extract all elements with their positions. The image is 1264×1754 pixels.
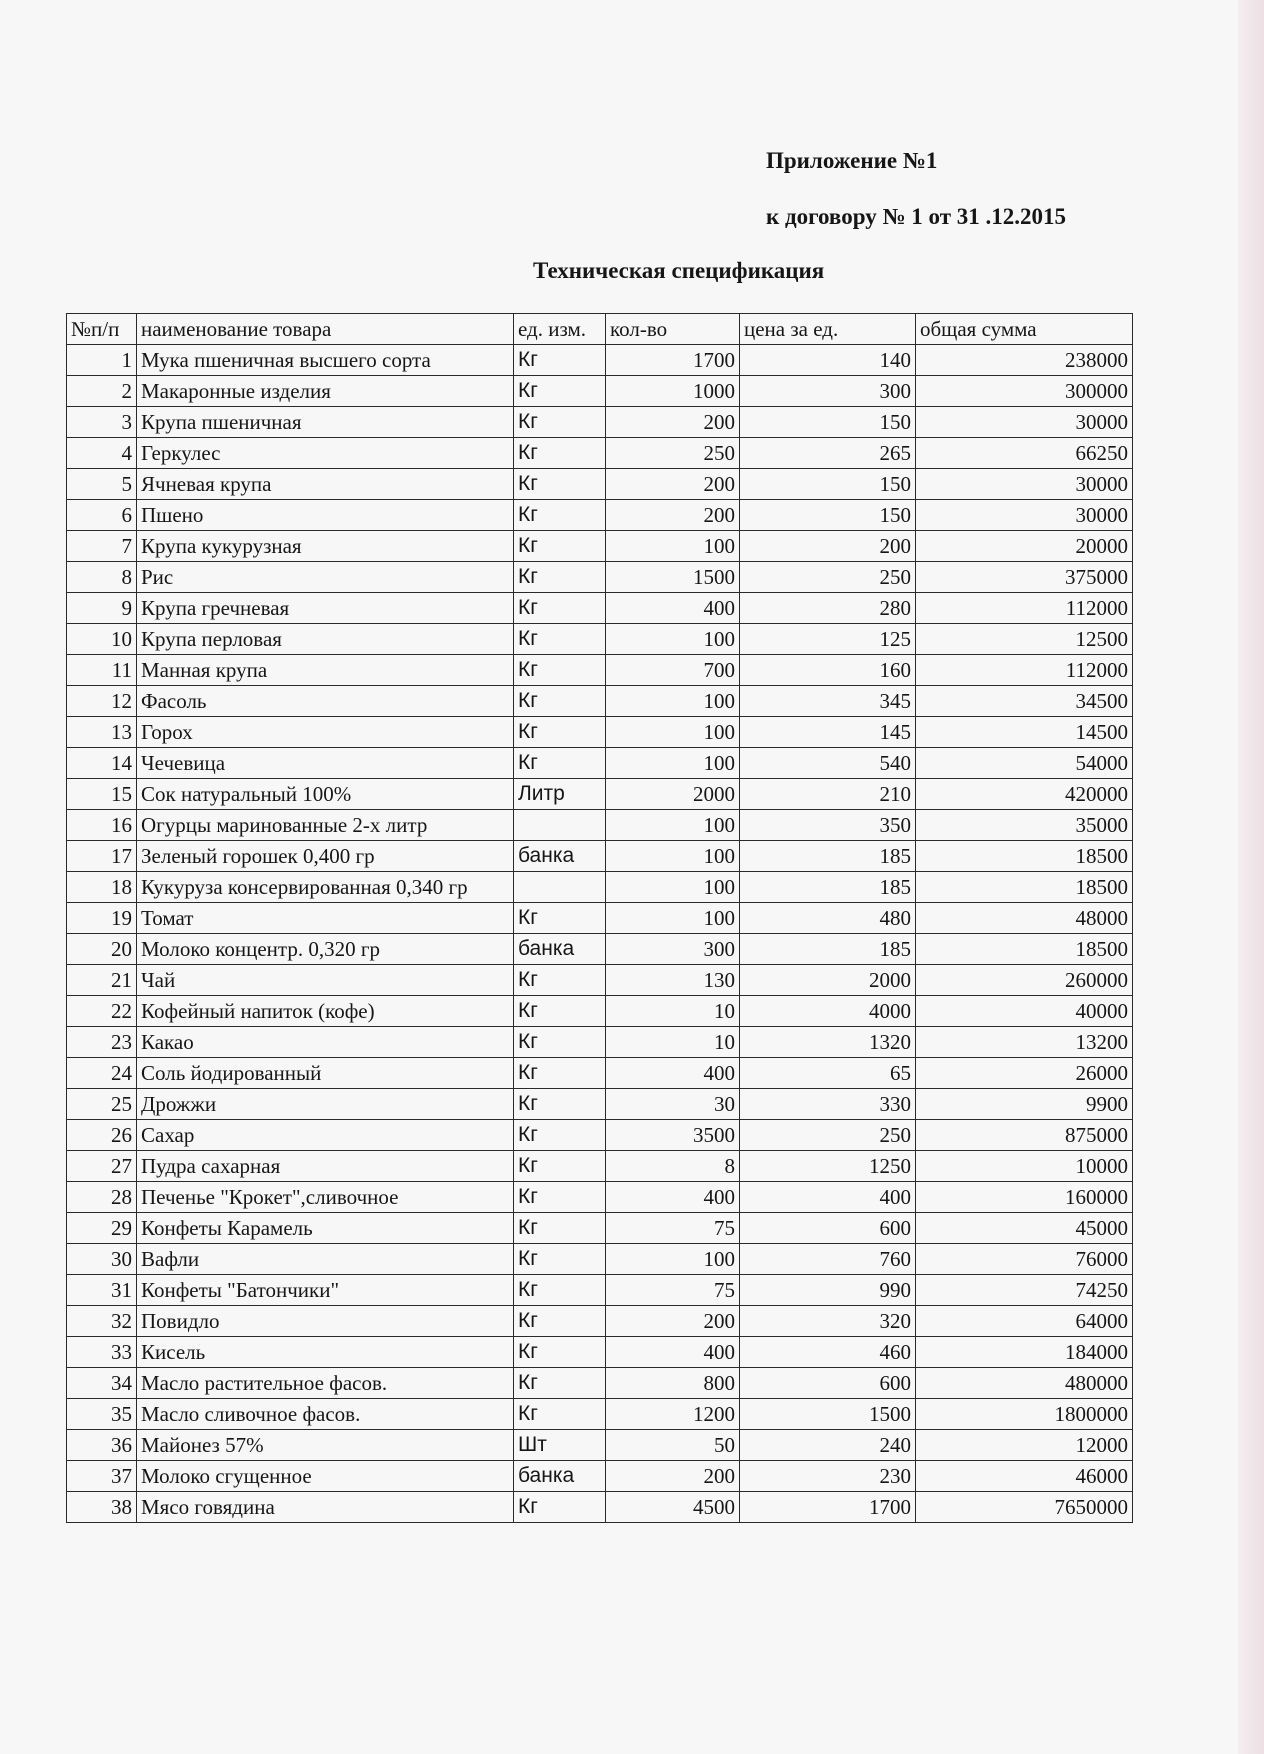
- row-number: 35: [67, 1399, 137, 1430]
- table-row: [67, 1461, 1133, 1492]
- row-number: 32: [67, 1306, 137, 1337]
- unit: Кг: [514, 748, 606, 779]
- unit: Кг: [514, 531, 606, 562]
- row-number: 3: [67, 407, 137, 438]
- row-number: 37: [67, 1461, 137, 1492]
- row-number: 31: [67, 1275, 137, 1306]
- product-name: Масло сливочное фасов.: [137, 1399, 514, 1430]
- total-amount: 300000: [916, 376, 1133, 407]
- quantity: 100: [606, 748, 740, 779]
- row-number: 13: [67, 717, 137, 748]
- table-row: [67, 1182, 1133, 1213]
- row-number: 2: [67, 376, 137, 407]
- quantity: 100: [606, 841, 740, 872]
- unit: Кг: [514, 376, 606, 407]
- row-number: 38: [67, 1492, 137, 1523]
- unit: Кг: [514, 1213, 606, 1244]
- header-quantity: кол-во: [606, 314, 740, 345]
- unit: Кг: [514, 1151, 606, 1182]
- table-row: [67, 1337, 1133, 1368]
- table-row: [67, 810, 1133, 841]
- product-name: Мука пшеничная высшего сорта: [137, 345, 514, 376]
- quantity: 75: [606, 1275, 740, 1306]
- unit-price: 265: [740, 438, 916, 469]
- row-number: 19: [67, 903, 137, 934]
- unit-price: 185: [740, 934, 916, 965]
- quantity: 130: [606, 965, 740, 996]
- total-amount: 13200: [916, 1027, 1133, 1058]
- unit-price: 140: [740, 345, 916, 376]
- row-number: 8: [67, 562, 137, 593]
- unit-price: 150: [740, 500, 916, 531]
- product-name: Чечевица: [137, 748, 514, 779]
- row-number: 6: [67, 500, 137, 531]
- page-edge: [1238, 0, 1264, 1754]
- product-name: Дрожжи: [137, 1089, 514, 1120]
- row-number: 4: [67, 438, 137, 469]
- product-name: Крупа гречневая: [137, 593, 514, 624]
- row-number: 10: [67, 624, 137, 655]
- table-row: [67, 1368, 1133, 1399]
- quantity: 100: [606, 1244, 740, 1275]
- unit-price: 230: [740, 1461, 916, 1492]
- unit: Кг: [514, 996, 606, 1027]
- total-amount: 184000: [916, 1337, 1133, 1368]
- table-row: [67, 996, 1133, 1027]
- quantity: 200: [606, 1306, 740, 1337]
- total-amount: 160000: [916, 1182, 1133, 1213]
- table-row: [67, 841, 1133, 872]
- unit-price: 4000: [740, 996, 916, 1027]
- table-row: [67, 562, 1133, 593]
- unit: Кг: [514, 717, 606, 748]
- unit: Кг: [514, 1399, 606, 1430]
- table-row: [67, 593, 1133, 624]
- contract-reference: к договору № 1 от 31 .12.2015: [766, 204, 1067, 229]
- row-number: 29: [67, 1213, 137, 1244]
- table-row: [67, 748, 1133, 779]
- table-row: [67, 1058, 1133, 1089]
- row-number: 36: [67, 1430, 137, 1461]
- unit: Кг: [514, 1275, 606, 1306]
- row-number: 26: [67, 1120, 137, 1151]
- product-name: Макаронные изделия: [137, 376, 514, 407]
- product-name: Манная крупа: [137, 655, 514, 686]
- quantity: 200: [606, 469, 740, 500]
- total-amount: 74250: [916, 1275, 1133, 1306]
- product-name: Горох: [137, 717, 514, 748]
- unit-price: 400: [740, 1182, 916, 1213]
- product-name: Молоко сгущенное: [137, 1461, 514, 1492]
- total-amount: 46000: [916, 1461, 1133, 1492]
- unit-price: 185: [740, 872, 916, 903]
- row-number: 5: [67, 469, 137, 500]
- table-row: [67, 438, 1133, 469]
- unit: Кг: [514, 965, 606, 996]
- product-name: Кукуруза консервированная 0,340 гр: [137, 872, 514, 903]
- unit-price: 990: [740, 1275, 916, 1306]
- unit: [514, 872, 606, 903]
- row-number: 34: [67, 1368, 137, 1399]
- quantity: 100: [606, 872, 740, 903]
- quantity: 2000: [606, 779, 740, 810]
- row-number: 23: [67, 1027, 137, 1058]
- unit: Кг: [514, 407, 606, 438]
- unit: Кг: [514, 1244, 606, 1275]
- unit-price: 330: [740, 1089, 916, 1120]
- table-row: [67, 531, 1133, 562]
- header-number: №п/п: [67, 314, 137, 345]
- row-number: 30: [67, 1244, 137, 1275]
- row-number: 24: [67, 1058, 137, 1089]
- product-name: Фасоль: [137, 686, 514, 717]
- product-name: Молоко концентр. 0,320 гр: [137, 934, 514, 965]
- quantity: 4500: [606, 1492, 740, 1523]
- table-row: [67, 1151, 1133, 1182]
- table-row: [67, 934, 1133, 965]
- total-amount: 10000: [916, 1151, 1133, 1182]
- quantity: 400: [606, 1058, 740, 1089]
- total-amount: 12000: [916, 1430, 1133, 1461]
- product-name: Мясо говядина: [137, 1492, 514, 1523]
- row-number: 25: [67, 1089, 137, 1120]
- unit: Кг: [514, 562, 606, 593]
- row-number: 15: [67, 779, 137, 810]
- quantity: 250: [606, 438, 740, 469]
- product-name: Сок натуральный 100%: [137, 779, 514, 810]
- total-amount: 30000: [916, 500, 1133, 531]
- total-amount: 112000: [916, 655, 1133, 686]
- quantity: 1500: [606, 562, 740, 593]
- unit-price: 760: [740, 1244, 916, 1275]
- table-row: [67, 1492, 1133, 1523]
- quantity: 75: [606, 1213, 740, 1244]
- table-row: [67, 655, 1133, 686]
- quantity: 100: [606, 686, 740, 717]
- product-name: Зеленый горошек 0,400 гр: [137, 841, 514, 872]
- row-number: 9: [67, 593, 137, 624]
- quantity: 8: [606, 1151, 740, 1182]
- quantity: 400: [606, 1182, 740, 1213]
- quantity: 800: [606, 1368, 740, 1399]
- table-row: [67, 965, 1133, 996]
- row-number: 12: [67, 686, 137, 717]
- table-row: [67, 1306, 1133, 1337]
- product-name: Вафли: [137, 1244, 514, 1275]
- table-row: [67, 1089, 1133, 1120]
- total-amount: 7650000: [916, 1492, 1133, 1523]
- unit: Кг: [514, 1058, 606, 1089]
- unit-price: 320: [740, 1306, 916, 1337]
- product-name: Чай: [137, 965, 514, 996]
- total-amount: 40000: [916, 996, 1133, 1027]
- total-amount: 45000: [916, 1213, 1133, 1244]
- unit: банка: [514, 841, 606, 872]
- table-row: [67, 1275, 1133, 1306]
- unit-price: 600: [740, 1213, 916, 1244]
- quantity: 100: [606, 903, 740, 934]
- product-name: Ячневая крупа: [137, 469, 514, 500]
- total-amount: 14500: [916, 717, 1133, 748]
- total-amount: 260000: [916, 965, 1133, 996]
- specification-table: [66, 313, 1133, 1523]
- total-amount: 12500: [916, 624, 1133, 655]
- total-amount: 18500: [916, 934, 1133, 965]
- unit-price: 150: [740, 407, 916, 438]
- unit-price: 460: [740, 1337, 916, 1368]
- header-total: общая сумма: [916, 314, 1133, 345]
- unit: Кг: [514, 624, 606, 655]
- unit: Шт: [514, 1430, 606, 1461]
- quantity: 3500: [606, 1120, 740, 1151]
- product-name: Какао: [137, 1027, 514, 1058]
- unit-price: 1320: [740, 1027, 916, 1058]
- unit: Кг: [514, 1120, 606, 1151]
- quantity: 1200: [606, 1399, 740, 1430]
- product-name: Майонез 57%: [137, 1430, 514, 1461]
- unit-price: 160: [740, 655, 916, 686]
- unit: Кг: [514, 903, 606, 934]
- table-row: [67, 1399, 1133, 1430]
- quantity: 100: [606, 717, 740, 748]
- row-number: 33: [67, 1337, 137, 1368]
- total-amount: 26000: [916, 1058, 1133, 1089]
- product-name: Крупа перловая: [137, 624, 514, 655]
- product-name: Крупа кукурузная: [137, 531, 514, 562]
- product-name: Конфеты Карамель: [137, 1213, 514, 1244]
- product-name: Огурцы маринованные 2-х литр: [137, 810, 514, 841]
- total-amount: 54000: [916, 748, 1133, 779]
- unit-price: 150: [740, 469, 916, 500]
- row-number: 1: [67, 345, 137, 376]
- unit-price: 540: [740, 748, 916, 779]
- row-number: 28: [67, 1182, 137, 1213]
- table-row: [67, 1120, 1133, 1151]
- total-amount: 76000: [916, 1244, 1133, 1275]
- unit: банка: [514, 1461, 606, 1492]
- table-row: [67, 686, 1133, 717]
- unit: Кг: [514, 1182, 606, 1213]
- quantity: 200: [606, 500, 740, 531]
- total-amount: 18500: [916, 841, 1133, 872]
- unit: Кг: [514, 1306, 606, 1337]
- total-amount: 875000: [916, 1120, 1133, 1151]
- table-row: [67, 1213, 1133, 1244]
- product-name: Соль йодированный: [137, 1058, 514, 1089]
- row-number: 22: [67, 996, 137, 1027]
- unit: Кг: [514, 345, 606, 376]
- product-name: Конфеты "Батончики": [137, 1275, 514, 1306]
- quantity: 1000: [606, 376, 740, 407]
- quantity: 10: [606, 1027, 740, 1058]
- total-amount: 18500: [916, 872, 1133, 903]
- row-number: 17: [67, 841, 137, 872]
- row-number: 27: [67, 1151, 137, 1182]
- table-row: [67, 717, 1133, 748]
- quantity: 1700: [606, 345, 740, 376]
- total-amount: 375000: [916, 562, 1133, 593]
- table-row: [67, 1244, 1133, 1275]
- quantity: 100: [606, 624, 740, 655]
- unit: Кг: [514, 438, 606, 469]
- total-amount: 34500: [916, 686, 1133, 717]
- unit: Кг: [514, 469, 606, 500]
- table-row: [67, 469, 1133, 500]
- table-row: [67, 779, 1133, 810]
- quantity: 10: [606, 996, 740, 1027]
- unit-price: 250: [740, 562, 916, 593]
- header-product-name: наименование товара: [137, 314, 514, 345]
- unit: Кг: [514, 1027, 606, 1058]
- quantity: 100: [606, 531, 740, 562]
- unit-price: 125: [740, 624, 916, 655]
- quantity: 200: [606, 407, 740, 438]
- header-unit: ед. изм.: [514, 314, 606, 345]
- row-number: 18: [67, 872, 137, 903]
- unit-price: 345: [740, 686, 916, 717]
- product-name: Томат: [137, 903, 514, 934]
- row-number: 7: [67, 531, 137, 562]
- unit: Кг: [514, 593, 606, 624]
- product-name: Кисель: [137, 1337, 514, 1368]
- unit-price: 185: [740, 841, 916, 872]
- unit-price: 2000: [740, 965, 916, 996]
- total-amount: 35000: [916, 810, 1133, 841]
- unit-price: 1500: [740, 1399, 916, 1430]
- product-name: Рис: [137, 562, 514, 593]
- row-number: 20: [67, 934, 137, 965]
- product-name: Сахар: [137, 1120, 514, 1151]
- unit: Кг: [514, 500, 606, 531]
- total-amount: 420000: [916, 779, 1133, 810]
- total-amount: 30000: [916, 407, 1133, 438]
- quantity: 100: [606, 810, 740, 841]
- row-number: 16: [67, 810, 137, 841]
- unit: Кг: [514, 1337, 606, 1368]
- unit-price: 480: [740, 903, 916, 934]
- unit-price: 250: [740, 1120, 916, 1151]
- unit-price: 1700: [740, 1492, 916, 1523]
- quantity: 50: [606, 1430, 740, 1461]
- unit-price: 300: [740, 376, 916, 407]
- unit: банка: [514, 934, 606, 965]
- product-name: Пшено: [137, 500, 514, 531]
- quantity: 400: [606, 1337, 740, 1368]
- product-name: Крупа пшеничная: [137, 407, 514, 438]
- total-amount: 238000: [916, 345, 1133, 376]
- quantity: 300: [606, 934, 740, 965]
- row-number: 21: [67, 965, 137, 996]
- unit: Кг: [514, 1368, 606, 1399]
- total-amount: 64000: [916, 1306, 1133, 1337]
- total-amount: 480000: [916, 1368, 1133, 1399]
- document-title: Техническая спецификация: [533, 258, 825, 283]
- quantity: 200: [606, 1461, 740, 1492]
- unit: Кг: [514, 1492, 606, 1523]
- table-row: [67, 903, 1133, 934]
- quantity: 700: [606, 655, 740, 686]
- product-name: Печенье "Крокет",сливочное: [137, 1182, 514, 1213]
- unit: [514, 810, 606, 841]
- unit-price: 145: [740, 717, 916, 748]
- unit: Литр: [514, 779, 606, 810]
- header-unit-price: цена за ед.: [740, 314, 916, 345]
- quantity: 400: [606, 593, 740, 624]
- product-name: Повидло: [137, 1306, 514, 1337]
- total-amount: 9900: [916, 1089, 1133, 1120]
- total-amount: 48000: [916, 903, 1133, 934]
- unit-price: 240: [740, 1430, 916, 1461]
- total-amount: 112000: [916, 593, 1133, 624]
- product-name: Кофейный напиток (кофе): [137, 996, 514, 1027]
- total-amount: 30000: [916, 469, 1133, 500]
- table-row: [67, 624, 1133, 655]
- row-number: 11: [67, 655, 137, 686]
- table-row: [67, 1027, 1133, 1058]
- appendix-heading: Приложение №1: [766, 148, 938, 173]
- unit: Кг: [514, 655, 606, 686]
- table-row: [67, 1430, 1133, 1461]
- unit-price: 210: [740, 779, 916, 810]
- total-amount: 1800000: [916, 1399, 1133, 1430]
- product-name: Масло растительное фасов.: [137, 1368, 514, 1399]
- table-row: [67, 872, 1133, 903]
- product-name: Пудра сахарная: [137, 1151, 514, 1182]
- unit-price: 600: [740, 1368, 916, 1399]
- table-row: [67, 407, 1133, 438]
- unit: Кг: [514, 686, 606, 717]
- row-number: 14: [67, 748, 137, 779]
- unit-price: 200: [740, 531, 916, 562]
- table-row: [67, 345, 1133, 376]
- table-header-row: [67, 314, 1133, 345]
- table-row: [67, 376, 1133, 407]
- quantity: 30: [606, 1089, 740, 1120]
- product-name: Геркулес: [137, 438, 514, 469]
- total-amount: 66250: [916, 438, 1133, 469]
- unit-price: 350: [740, 810, 916, 841]
- unit: Кг: [514, 1089, 606, 1120]
- table-row: [67, 500, 1133, 531]
- unit-price: 1250: [740, 1151, 916, 1182]
- total-amount: 20000: [916, 531, 1133, 562]
- unit-price: 280: [740, 593, 916, 624]
- unit-price: 65: [740, 1058, 916, 1089]
